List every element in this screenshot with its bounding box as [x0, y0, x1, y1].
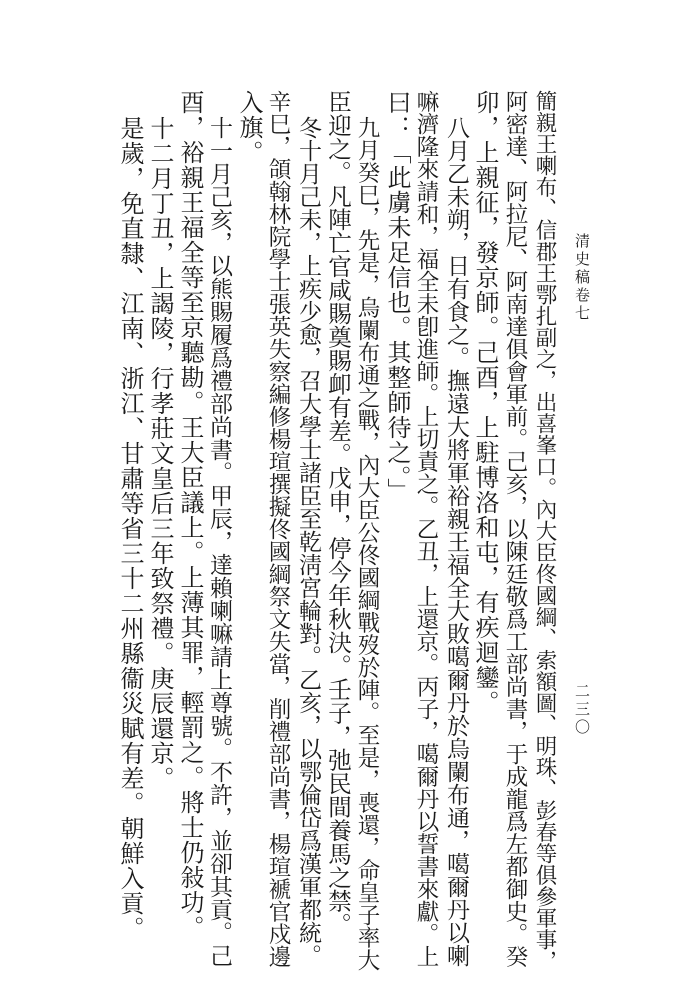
text-column: 入旗。 [235, 90, 263, 165]
text-column: 曰：「此虜未足信也。其整師待之。」 [383, 90, 411, 503]
text-column: 嘛濟隆來請和，福全未卽進師。上切責之。乙丑，上還京。丙子，噶爾丹以誓書來獻。上 [413, 90, 439, 968]
text-column: 十一月己亥，以熊賜履爲禮部尚書。甲辰，達賴喇嘛請上尊號。不許，並卻其貢。己 [206, 116, 232, 967]
book-title: 清史稿卷七 [573, 233, 591, 323]
text-column: 酉，裕親王福全等至京聽勘。王大臣議上。上薄其罪，輕罰之。將士仍敍功。 [176, 90, 204, 940]
page-number: 二三〇 [573, 683, 591, 737]
text-column: 九月癸巳，先是，烏闌布通之戰，內大臣公佟國綱戰歿於陣。至是，喪還，命皇子率大 [354, 116, 380, 971]
text-column: 阿密達、阿拉尼、阿南達俱會軍前。己亥，以陳廷敬爲工部尚書，于成龍爲左都御史。癸 [502, 90, 528, 968]
text-column: 辛巳，頜翰林院學士張英失察編修楊瑄撰擬佟國綱祭文失當，削禮部尚書，楊瑄褫官戍邊 [265, 90, 291, 968]
text-column: 簡親王喇布、信郡王鄂扎副之，出喜峯口。內大臣佟國綱、索額圖、明珠、彭春等俱參軍事， [532, 90, 557, 972]
text-column: 冬十月己未，上疾少愈，召大學士諸臣至乾淸宮輪對。乙亥，以鄂倫岱爲漢軍都統。 [295, 116, 321, 967]
text-column: 卯，上親征，發京師。己酉，上駐博洛和屯，有疾迴鑾。 [471, 90, 499, 715]
text-column: 臣迎之。凡陣亡官咸賜奠賜卹有差。戊申，停今年秋決。壬子，弛民間養馬之禁。 [324, 90, 352, 936]
text-column: 是歲，免直隸、江南、浙江、甘肅等省三十二州縣衞災賦有差。朝鮮入貢。 [116, 116, 144, 941]
text-column: 八月乙未朔，日有食之。撫遠大將軍裕親王福全大敗噶爾丹於烏闌布通，噶爾丹以喇 [443, 116, 469, 967]
text-column: 十二月丁丑，上謁陵，行孝莊文皇后三年致祭禮。庚辰還京。 [146, 116, 174, 791]
